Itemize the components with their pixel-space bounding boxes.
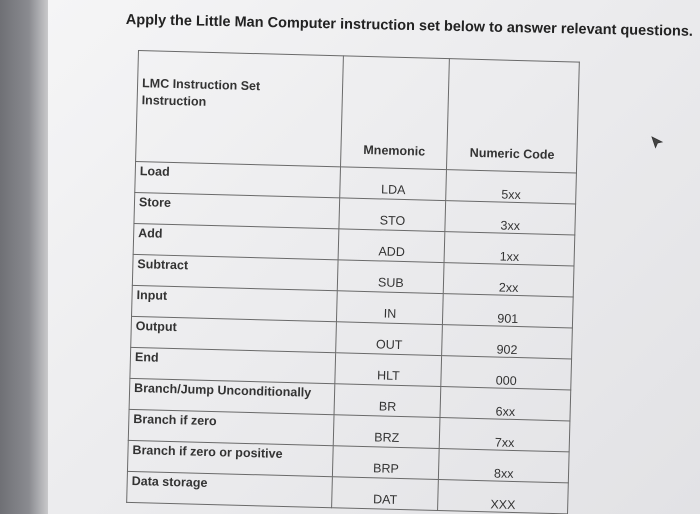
- mnemonic-cell: STO: [339, 198, 446, 232]
- mnemonic-cell: OUT: [336, 322, 443, 356]
- numeric-code-cell: 1xx: [444, 232, 574, 266]
- numeric-code-column-header: Numeric Code: [447, 59, 579, 173]
- mnemonic-cell: SUB: [337, 260, 444, 294]
- instruction-cell: Branch if zero or positive: [127, 440, 333, 476]
- instruction-cell: Branch/Jump Unconditionally: [129, 378, 335, 414]
- question-heading: Apply the Little Man Computer instruction set below to answer relevant questions.: [125, 12, 694, 40]
- instruction-cell: Output: [131, 316, 337, 352]
- mnemonic-cell: ADD: [338, 229, 445, 263]
- mnemonic-cell: BRZ: [333, 415, 440, 449]
- mnemonic-cell: BRP: [333, 446, 440, 480]
- numeric-code-cell: 000: [441, 356, 571, 390]
- instruction-header-label: Instruction: [141, 93, 207, 109]
- background-shadow: [0, 0, 48, 514]
- mnemonic-cell: BR: [334, 384, 441, 418]
- mouse-pointer-icon: [650, 135, 664, 149]
- instruction-cell: Input: [132, 285, 338, 321]
- numeric-code-cell: 7xx: [440, 418, 570, 452]
- table-header-row: [136, 51, 580, 174]
- instruction-cell: Subtract: [132, 254, 338, 290]
- numeric-code-cell: 5xx: [446, 170, 576, 204]
- numeric-code-cell: 3xx: [445, 201, 575, 235]
- instruction-cell: Load: [135, 161, 341, 197]
- numeric-code-cell: 8xx: [439, 449, 569, 483]
- instruction-cell: Store: [134, 192, 340, 228]
- mnemonic-column-header: Mnemonic: [341, 56, 450, 170]
- mnemonic-cell: DAT: [332, 477, 439, 511]
- instruction-cell: Data storage: [127, 471, 333, 507]
- table-body: [127, 161, 577, 513]
- table-title: LMC Instruction Set: [141, 76, 261, 94]
- instruction-column-header: [136, 51, 344, 167]
- lmc-instruction-table: [126, 50, 580, 514]
- table-header: [136, 51, 580, 174]
- mnemonic-cell: LDA: [340, 167, 447, 201]
- numeric-code-cell: 2xx: [444, 263, 574, 297]
- instruction-cell: Branch if zero: [128, 409, 334, 445]
- mnemonic-cell: IN: [337, 291, 444, 325]
- mnemonic-cell: HLT: [335, 353, 442, 387]
- instruction-cell: Add: [133, 223, 339, 259]
- numeric-code-cell: 6xx: [440, 387, 570, 421]
- numeric-code-cell: 902: [442, 325, 572, 359]
- instruction-cell: End: [130, 347, 336, 383]
- numeric-code-cell: XXX: [438, 480, 568, 514]
- numeric-code-cell: 901: [443, 294, 573, 328]
